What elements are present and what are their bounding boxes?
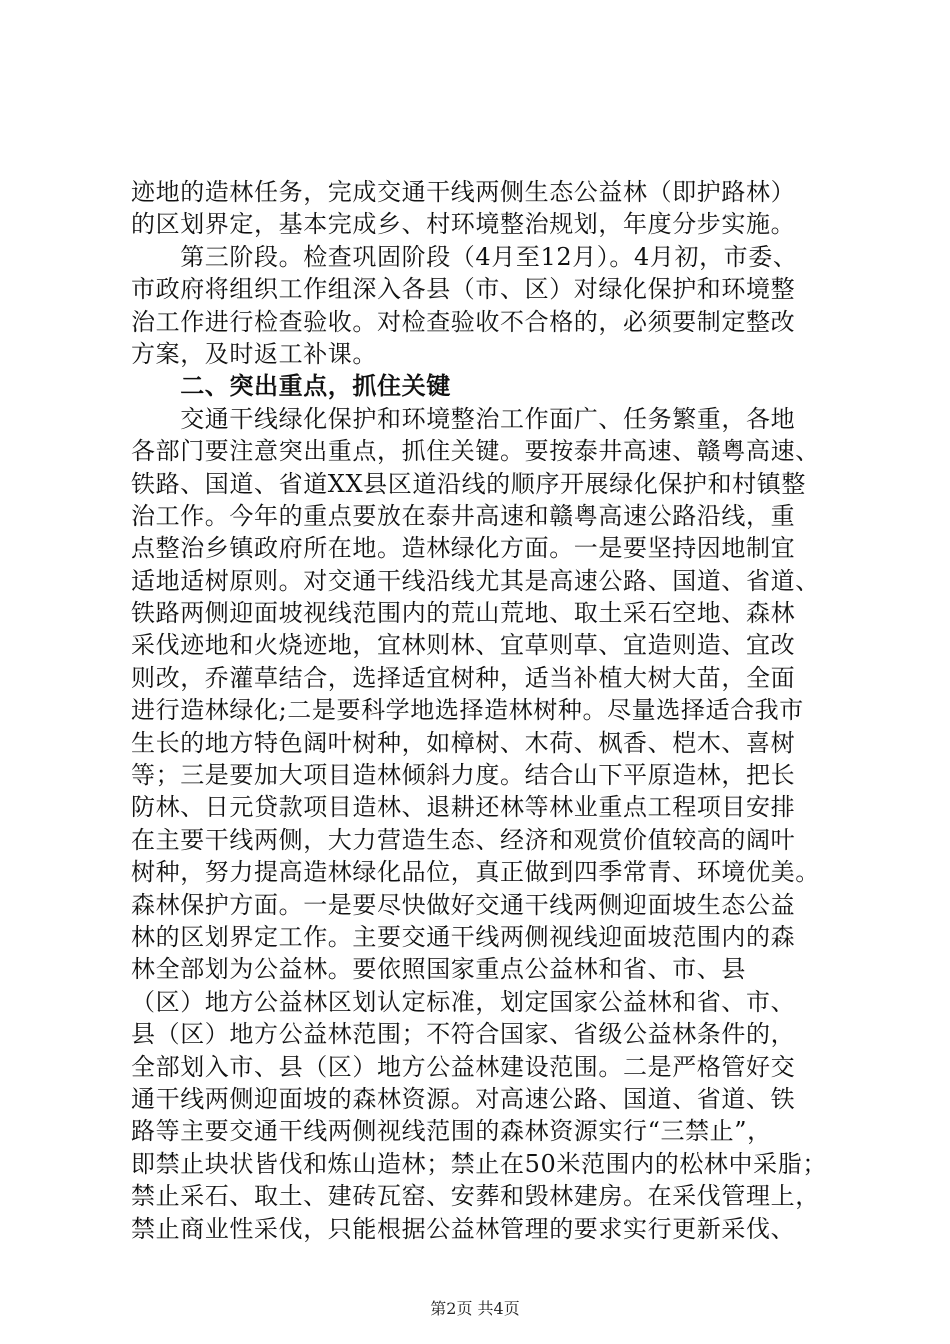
paragraph-line: 进行造林绿化;二是要科学地选择造林树种。尽量选择适合我市 — [131, 696, 804, 725]
paragraph-line: 即禁止块状皆伐和炼山造林；禁止在50米范围内的松林中采脂； — [131, 1149, 827, 1178]
paragraph-line: 治工作。今年的重点要放在泰井高速和赣粤高速公路沿线，重 — [131, 501, 796, 530]
paragraph-line: 禁止商业性采伐，只能根据公益林管理的要求实行更新采伐、 — [131, 1214, 796, 1243]
paragraph-line: 禁止采石、取土、建砖瓦窑、安葬和毁林建房。在采伐管理上， — [131, 1182, 820, 1211]
paragraph-line: 各部门要注意突出重点，抓住关键。要按泰井高速、赣粤高速、 — [131, 437, 820, 466]
paragraph-line: 适地适树原则。对交通干线沿线尤其是高速公路、国道、省道、 — [131, 566, 820, 595]
paragraph-line: 林的区划界定工作。主要交通干线两侧视线迎面坡范围内的森 — [131, 922, 796, 951]
paragraph-line: 铁路两侧迎面坡视线范围内的荒山荒地、取土采石空地、森林 — [131, 599, 796, 628]
paragraph-line: 在主要干线两侧，大力营造生态、经济和观赏价值较高的阔叶 — [131, 825, 796, 854]
paragraph-line: 则改，乔灌草结合，选择适宜树种，适当补植大树大苗，全面 — [131, 663, 796, 692]
paragraph-line: 的区划界定，基本完成乡、村环境整治规划，年度分步实施。 — [131, 210, 796, 239]
paragraph-line: 生长的地方特色阔叶树种，如樟树、木荷、枫香、桤木、喜树 — [131, 728, 796, 757]
paragraph-line: 树种，努力提高造林绿化品位，真正做到四季常青、环境优美。 — [131, 858, 820, 887]
paragraph-line: 第三阶段。检查巩固阶段（4月至12月）。4月初，市委、 — [131, 242, 798, 271]
paragraph-line: （区）地方公益林区划认定标准，划定国家公益林和省、市、 — [131, 987, 796, 1016]
paragraph-line: 县（区）地方公益林范围；不符合国家、省级公益林条件的， — [131, 1020, 796, 1049]
document-body — [131, 176, 831, 1245]
paragraph-line: 防林、日元贷款项目造林、退耕还林等林业重点工程项目安排 — [131, 793, 796, 822]
paragraph-line: 迹地的造林任务，完成交通干线两侧生态公益林（即护路林） — [131, 178, 796, 206]
paragraph-line: 市政府将组织工作组深入各县（市、区）对绿化保护和环境整 — [131, 275, 796, 304]
paragraph-line: 采伐迹地和火烧迹地，宜林则林、宜草则草、宜造则造、宜改 — [131, 631, 796, 660]
paragraph-line: 交通干线绿化保护和环境整治工作面广、任务繁重，各地 — [131, 404, 796, 433]
paragraph-line: 路等主要交通干线两侧视线范围的森林资源实行“三禁止”， — [131, 1117, 772, 1146]
paragraph-line: 等；三是要加大项目造林倾斜力度。结合山下平原造林，把长 — [131, 761, 796, 790]
paragraph-line: 治工作进行检查验收。对检查验收不合格的，必须要制定整改 — [131, 307, 796, 336]
paragraph-line: 铁路、国道、省道XX县区道沿线的顺序开展绿化保护和村镇整 — [131, 469, 806, 498]
paragraph-line: 方案，及时返工补课。 — [131, 339, 377, 368]
section-heading: 二、突出重点，抓住关键 — [131, 372, 451, 401]
paragraph-line: 点整治乡镇政府所在地。造林绿化方面。一是要坚持因地制宜 — [131, 534, 796, 563]
paragraph-line: 林全部划为公益林。要依照国家重点公益林和省、市、县 — [131, 955, 746, 984]
paragraph-line: 森林保护方面。一是要尽快做好交通干线两侧迎面坡生态公益 — [131, 890, 796, 919]
paragraph-line: 全部划入市、县（区）地方公益林建设范围。二是严格管好交 — [131, 1052, 796, 1081]
page-footer: 第2页 共4页 — [430, 1299, 520, 1318]
paragraph-line: 通干线两侧迎面坡的森林资源。对高速公路、国道、省道、铁 — [131, 1084, 796, 1113]
